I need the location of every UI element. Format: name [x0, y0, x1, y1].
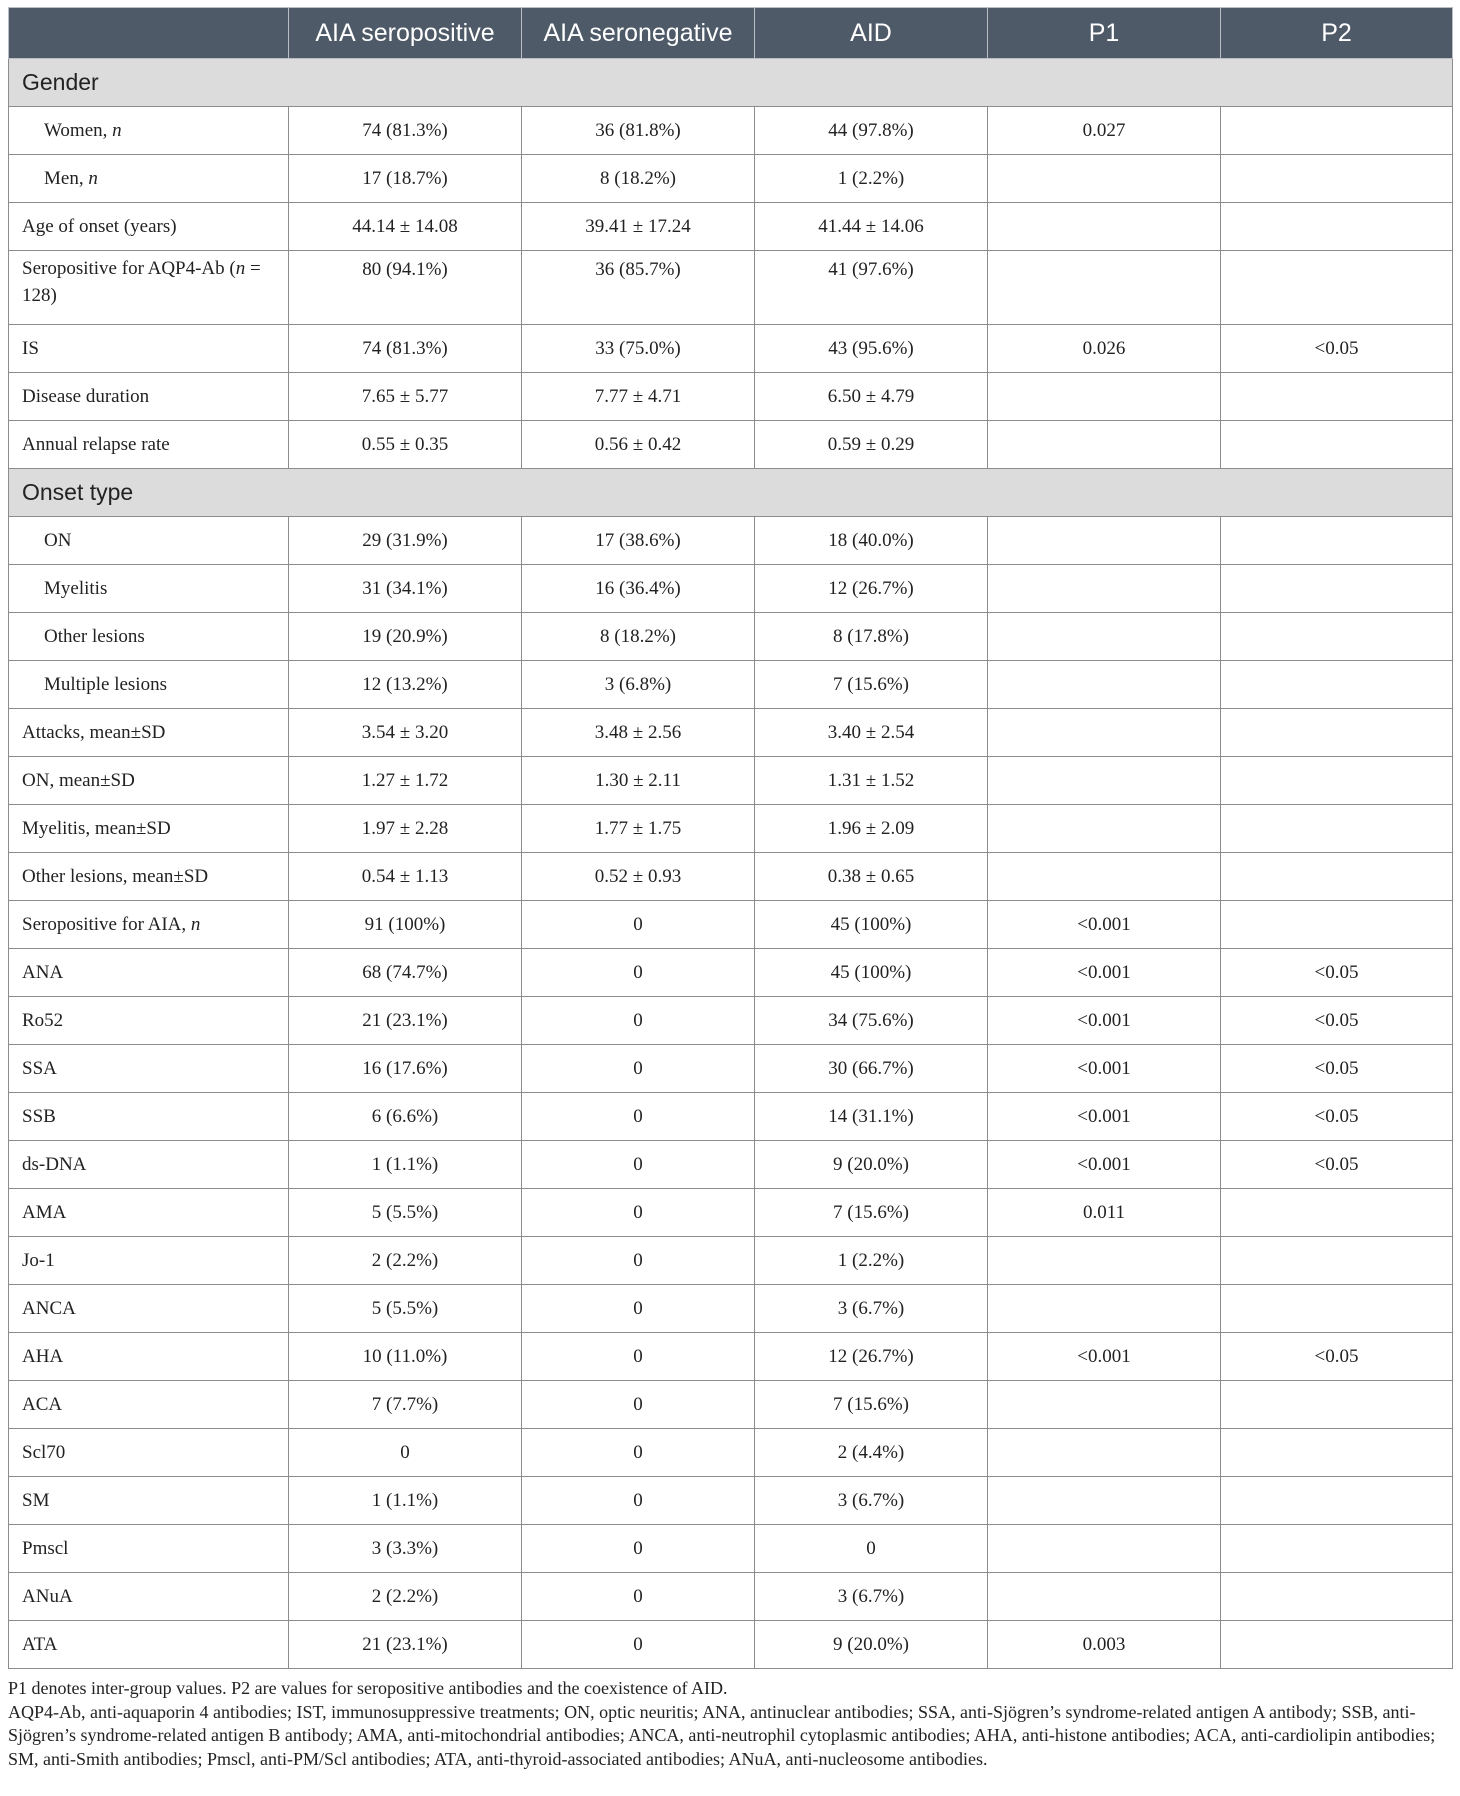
table-cell: 0: [522, 901, 755, 949]
table-cell: <0.001: [988, 1045, 1221, 1093]
table-cell: [988, 203, 1221, 251]
table-cell: [1221, 107, 1453, 155]
table-cell: 45 (100%): [755, 949, 988, 997]
table-cell: [1221, 661, 1453, 709]
table-cell: 12 (26.7%): [755, 565, 988, 613]
table-cell: 0.011: [988, 1189, 1221, 1237]
table-cell: [1221, 901, 1453, 949]
row-label-text: Annual relapse rate: [22, 433, 170, 455]
table-row: [9, 1237, 1453, 1285]
table-cell: <0.05: [1221, 1045, 1453, 1093]
table-cell: <0.05: [1221, 949, 1453, 997]
table-cell: 45 (100%): [755, 901, 988, 949]
row-label: [9, 805, 289, 853]
table-cell: [988, 853, 1221, 901]
table-cell: 0: [522, 1477, 755, 1525]
table-cell: <0.05: [1221, 325, 1453, 373]
row-label-text: Pmscl: [22, 1537, 69, 1559]
table-row: [9, 805, 1453, 853]
table-cell: [1221, 203, 1453, 251]
table-cell: 18 (40.0%): [755, 517, 988, 565]
table-cell: <0.001: [988, 1333, 1221, 1381]
row-label-text: Scl70: [22, 1441, 66, 1463]
table-header: [9, 8, 1453, 59]
table-cell: [988, 565, 1221, 613]
table-cell: 0: [522, 1621, 755, 1669]
table-cell: 10 (11.0%): [289, 1333, 522, 1381]
table-cell: 0: [522, 1285, 755, 1333]
table-cell: [1221, 421, 1453, 469]
table-cell: <0.05: [1221, 997, 1453, 1045]
row-label-text: AHA: [22, 1345, 64, 1367]
row-label: [9, 155, 289, 203]
row-label: [9, 373, 289, 421]
table-row: [9, 1285, 1453, 1333]
table-cell: 39.41 ± 17.24: [522, 203, 755, 251]
table-row: [9, 661, 1453, 709]
table-cell: [1221, 1237, 1453, 1285]
table-cell: 0: [289, 1429, 522, 1477]
table-cell: [1221, 517, 1453, 565]
table-cell: 2 (4.4%): [755, 1429, 988, 1477]
table-cell: 8 (18.2%): [522, 613, 755, 661]
table-cell: 0.38 ± 0.65: [755, 853, 988, 901]
table-row: [9, 565, 1453, 613]
table-cell: [1221, 853, 1453, 901]
table-row: [9, 1381, 1453, 1429]
table-cell: 7 (15.6%): [755, 1189, 988, 1237]
table-cell: 17 (18.7%): [289, 155, 522, 203]
row-label-text: SSB: [22, 1105, 56, 1127]
column-header: AIA seronegative: [522, 8, 755, 59]
table-cell: <0.001: [988, 997, 1221, 1045]
table-cell: [1221, 1381, 1453, 1429]
table-cell: 1.31 ± 1.52: [755, 757, 988, 805]
table-row: [9, 1093, 1453, 1141]
row-label-text: Women,: [44, 119, 113, 141]
row-label: [9, 997, 289, 1045]
table-cell: 2 (2.2%): [289, 1573, 522, 1621]
table-cell: 12 (26.7%): [755, 1333, 988, 1381]
section-title: Gender: [9, 59, 1453, 107]
table-cell: [988, 1285, 1221, 1333]
table-cell: 3 (6.7%): [755, 1477, 988, 1525]
table-cell: [1221, 805, 1453, 853]
table-cell: [1221, 613, 1453, 661]
table-cell: 16 (36.4%): [522, 565, 755, 613]
table-row: [9, 1525, 1453, 1573]
row-label: [9, 853, 289, 901]
table-cell: 1.97 ± 2.28: [289, 805, 522, 853]
table-row: [9, 325, 1453, 373]
row-label: [9, 1141, 289, 1189]
row-label-text: AMA: [22, 1201, 67, 1223]
column-header: P1: [988, 8, 1221, 59]
section-row: [9, 469, 1453, 517]
table-figure: [8, 7, 1452, 1771]
table-cell: [988, 421, 1221, 469]
row-label-italic: n: [235, 258, 246, 279]
table-row: [9, 155, 1453, 203]
row-label-text: ATA: [22, 1633, 58, 1655]
table-cell: 6.50 ± 4.79: [755, 373, 988, 421]
section-row: [9, 59, 1453, 107]
table-cell: [1221, 565, 1453, 613]
table-row: [9, 421, 1453, 469]
header-corner: [9, 8, 289, 59]
table-cell: 0: [522, 1381, 755, 1429]
table-cell: 17 (38.6%): [522, 517, 755, 565]
header-row: [9, 8, 1453, 59]
table-cell: 3 (6.7%): [755, 1573, 988, 1621]
table-row: [9, 107, 1453, 155]
table-cell: 1 (1.1%): [289, 1477, 522, 1525]
row-label: [9, 325, 289, 373]
table-cell: [988, 1429, 1221, 1477]
table-cell: 1.96 ± 2.09: [755, 805, 988, 853]
table-cell: 0.56 ± 0.42: [522, 421, 755, 469]
table-cell: 41 (97.6%): [755, 251, 988, 325]
table-cell: [988, 1525, 1221, 1573]
row-label-text: Multiple lesions: [44, 673, 167, 695]
table-cell: 5 (5.5%): [289, 1189, 522, 1237]
table-cell: 0: [522, 1045, 755, 1093]
table-cell: 41.44 ± 14.06: [755, 203, 988, 251]
row-label: [9, 1237, 289, 1285]
row-label: [9, 203, 289, 251]
row-label: [9, 901, 289, 949]
table-cell: 36 (81.8%): [522, 107, 755, 155]
table-cell: 8 (18.2%): [522, 155, 755, 203]
table-cell: 6 (6.6%): [289, 1093, 522, 1141]
column-header: AID: [755, 8, 988, 59]
table-row: [9, 1429, 1453, 1477]
table-row: [9, 1477, 1453, 1525]
table-cell: 29 (31.9%): [289, 517, 522, 565]
row-label: [9, 1093, 289, 1141]
row-label-text: ON: [44, 529, 72, 551]
section-title: Onset type: [9, 469, 1453, 517]
table-cell: [1221, 1573, 1453, 1621]
row-label-text: ds-DNA: [22, 1153, 87, 1175]
table-cell: 33 (75.0%): [522, 325, 755, 373]
row-label-text: Attacks, mean±SD: [22, 721, 166, 743]
table-cell: 1.27 ± 1.72: [289, 757, 522, 805]
table-cell: 0.52 ± 0.93: [522, 853, 755, 901]
data-table: [8, 7, 1453, 1669]
row-label: [9, 1429, 289, 1477]
table-cell: 8 (17.8%): [755, 613, 988, 661]
table-cell: 0.027: [988, 107, 1221, 155]
table-cell: [988, 155, 1221, 203]
column-header: AIA seropositive: [289, 8, 522, 59]
row-label: [9, 107, 289, 155]
table-cell: 3.40 ± 2.54: [755, 709, 988, 757]
table-row: [9, 1141, 1453, 1189]
row-label-italic: n: [88, 167, 98, 189]
table-cell: 43 (95.6%): [755, 325, 988, 373]
table-cell: 34 (75.6%): [755, 997, 988, 1045]
row-label: [9, 661, 289, 709]
table-cell: 0.55 ± 0.35: [289, 421, 522, 469]
table-cell: 1 (2.2%): [755, 155, 988, 203]
table-footnotes: [8, 1677, 1452, 1771]
row-label-text: ANA: [22, 961, 64, 983]
row-label: [9, 1477, 289, 1525]
row-label: [9, 949, 289, 997]
table-cell: 44.14 ± 14.08: [289, 203, 522, 251]
row-label: [9, 565, 289, 613]
table-cell: 7 (15.6%): [755, 661, 988, 709]
table-cell: 2 (2.2%): [289, 1237, 522, 1285]
table-cell: [988, 805, 1221, 853]
footnote-p-values: P1 denotes inter-group values. P2 are values for seropositive antibodies and the coexistence of AID.: [8, 1678, 728, 1698]
row-label-text: SM: [22, 1489, 50, 1511]
table-cell: [988, 517, 1221, 565]
row-label-text: Disease duration: [22, 385, 150, 407]
table-cell: 9 (20.0%): [755, 1141, 988, 1189]
row-label-suffix: = 128): [22, 258, 261, 306]
table-cell: [1221, 757, 1453, 805]
table-cell: [988, 373, 1221, 421]
row-label-text: Myelitis, mean±SD: [22, 817, 171, 839]
table-cell: <0.001: [988, 1093, 1221, 1141]
table-row: [9, 1573, 1453, 1621]
row-label-italic: n: [112, 119, 122, 141]
table-cell: 0: [522, 1525, 755, 1573]
table-cell: <0.05: [1221, 1333, 1453, 1381]
table-cell: 1.77 ± 1.75: [522, 805, 755, 853]
table-cell: <0.001: [988, 949, 1221, 997]
table-cell: [1221, 251, 1453, 325]
table-cell: 7.65 ± 5.77: [289, 373, 522, 421]
table-cell: 74 (81.3%): [289, 107, 522, 155]
table-cell: 19 (20.9%): [289, 613, 522, 661]
table-cell: 7 (15.6%): [755, 1381, 988, 1429]
table-cell: 21 (23.1%): [289, 997, 522, 1045]
table-cell: [1221, 1621, 1453, 1669]
table-cell: 0: [522, 1093, 755, 1141]
row-label: [9, 613, 289, 661]
row-label-text: ON, mean±SD: [22, 769, 135, 791]
row-label: [9, 1045, 289, 1093]
row-label-text: IS: [22, 337, 39, 359]
table-cell: [988, 1573, 1221, 1621]
table-cell: 5 (5.5%): [289, 1285, 522, 1333]
table-row: [9, 757, 1453, 805]
table-cell: 91 (100%): [289, 901, 522, 949]
table-cell: 1 (2.2%): [755, 1237, 988, 1285]
table-row: [9, 901, 1453, 949]
table-cell: [1221, 1477, 1453, 1525]
table-cell: 3 (3.3%): [289, 1525, 522, 1573]
table-row: [9, 251, 1453, 325]
row-label: [9, 1573, 289, 1621]
row-label: [9, 1381, 289, 1429]
row-label-text: Ro52: [22, 1009, 64, 1031]
table-cell: [988, 661, 1221, 709]
table-row: [9, 997, 1453, 1045]
table-cell: [1221, 1525, 1453, 1573]
column-header: P2: [1221, 8, 1453, 59]
table-cell: 0: [522, 949, 755, 997]
row-label: [9, 709, 289, 757]
row-label-text: ANuA: [22, 1585, 73, 1607]
table-row: [9, 1333, 1453, 1381]
table-cell: 3 (6.8%): [522, 661, 755, 709]
table-cell: 0: [522, 997, 755, 1045]
row-label: [9, 1333, 289, 1381]
table-cell: 16 (17.6%): [289, 1045, 522, 1093]
table-cell: 1 (1.1%): [289, 1141, 522, 1189]
table-cell: 74 (81.3%): [289, 325, 522, 373]
row-label-text: Other lesions: [44, 625, 145, 647]
table-cell: 0: [522, 1141, 755, 1189]
table-cell: 7 (7.7%): [289, 1381, 522, 1429]
table-cell: 3.54 ± 3.20: [289, 709, 522, 757]
table-cell: 12 (13.2%): [289, 661, 522, 709]
table-cell: 3 (6.7%): [755, 1285, 988, 1333]
row-label-text: Seropositive for AIA,: [22, 913, 191, 935]
row-label-text: Other lesions, mean±SD: [22, 865, 209, 887]
table-row: [9, 853, 1453, 901]
table-cell: 0: [522, 1573, 755, 1621]
table-row: [9, 949, 1453, 997]
table-cell: 1.30 ± 2.11: [522, 757, 755, 805]
row-label-italic: n: [190, 913, 201, 935]
table-cell: 21 (23.1%): [289, 1621, 522, 1669]
table-cell: 68 (74.7%): [289, 949, 522, 997]
row-label: [9, 421, 289, 469]
table-cell: 14 (31.1%): [755, 1093, 988, 1141]
table-row: [9, 709, 1453, 757]
table-cell: 0: [522, 1237, 755, 1285]
table-cell: <0.001: [988, 901, 1221, 949]
table-row: [9, 203, 1453, 251]
table-body: [9, 59, 1453, 1669]
row-label: [9, 1189, 289, 1237]
row-label-text: Jo-1: [22, 1249, 55, 1271]
row-label: [9, 1621, 289, 1669]
table-cell: 31 (34.1%): [289, 565, 522, 613]
table-cell: 7.77 ± 4.71: [522, 373, 755, 421]
table-cell: [988, 1477, 1221, 1525]
table-cell: <0.001: [988, 1141, 1221, 1189]
table-cell: 36 (85.7%): [522, 251, 755, 325]
table-row: [9, 613, 1453, 661]
table-cell: [988, 1381, 1221, 1429]
table-row: [9, 1189, 1453, 1237]
table-row: [9, 1621, 1453, 1669]
table-cell: [1221, 709, 1453, 757]
table-cell: 0.54 ± 1.13: [289, 853, 522, 901]
table-cell: [1221, 1285, 1453, 1333]
table-cell: 0.026: [988, 325, 1221, 373]
table-cell: [1221, 1189, 1453, 1237]
table-cell: [1221, 373, 1453, 421]
row-label: [9, 1525, 289, 1573]
table-cell: 80 (94.1%): [289, 251, 522, 325]
footnote-abbreviations: AQP4-Ab, anti-aquaporin 4 antibodies; IST, immunosuppressive treatments; ON, optic neuritis; ANA, antinuclear antibodies; SSA, anti-Sjögren’s syndrome-related antigen A antibody; SSB, anti-Sjögren’s syndrome-related antigen B antibody; AMA, anti-mitochondrial antibodies; ANCA, anti-neutrophil cytoplasmic antibodies; AHA, anti-histone antibodies; ACA, anti-cardiolipin antibodies; SM, anti-Smith antibodies; Pmscl, anti-PM/Scl antibodies; ATA, anti-thyroid-associated antibodies; ANuA, anti-nucleosome antibodies.: [8, 1701, 1436, 1769]
table-cell: 3.48 ± 2.56: [522, 709, 755, 757]
table-cell: [988, 709, 1221, 757]
table-cell: 0: [755, 1525, 988, 1573]
row-label-text: Age of onset (years): [22, 215, 177, 237]
row-label: [9, 757, 289, 805]
table-cell: 9 (20.0%): [755, 1621, 988, 1669]
table-cell: 0: [522, 1333, 755, 1381]
table-cell: <0.05: [1221, 1093, 1453, 1141]
row-label: [9, 251, 289, 325]
row-label-text: Men,: [44, 167, 89, 189]
table-cell: 44 (97.8%): [755, 107, 988, 155]
row-label-text: Myelitis: [44, 577, 108, 599]
table-cell: 30 (66.7%): [755, 1045, 988, 1093]
table-row: [9, 517, 1453, 565]
table-cell: [988, 613, 1221, 661]
table-cell: 0: [522, 1429, 755, 1477]
row-label-text: Seropositive for AQP4-Ab (: [22, 258, 236, 279]
table-cell: [988, 251, 1221, 325]
row-label: [9, 1285, 289, 1333]
table-row: [9, 373, 1453, 421]
table-cell: [988, 757, 1221, 805]
table-cell: <0.05: [1221, 1141, 1453, 1189]
table-cell: [988, 1237, 1221, 1285]
row-label-text: SSA: [22, 1057, 57, 1079]
table-cell: 0: [522, 1189, 755, 1237]
table-cell: [1221, 1429, 1453, 1477]
row-label-text: ANCA: [22, 1297, 76, 1319]
row-label-text: ACA: [22, 1393, 63, 1415]
row-label: [9, 517, 289, 565]
table-cell: 0.003: [988, 1621, 1221, 1669]
table-cell: 0.59 ± 0.29: [755, 421, 988, 469]
table-cell: [1221, 155, 1453, 203]
table-row: [9, 1045, 1453, 1093]
